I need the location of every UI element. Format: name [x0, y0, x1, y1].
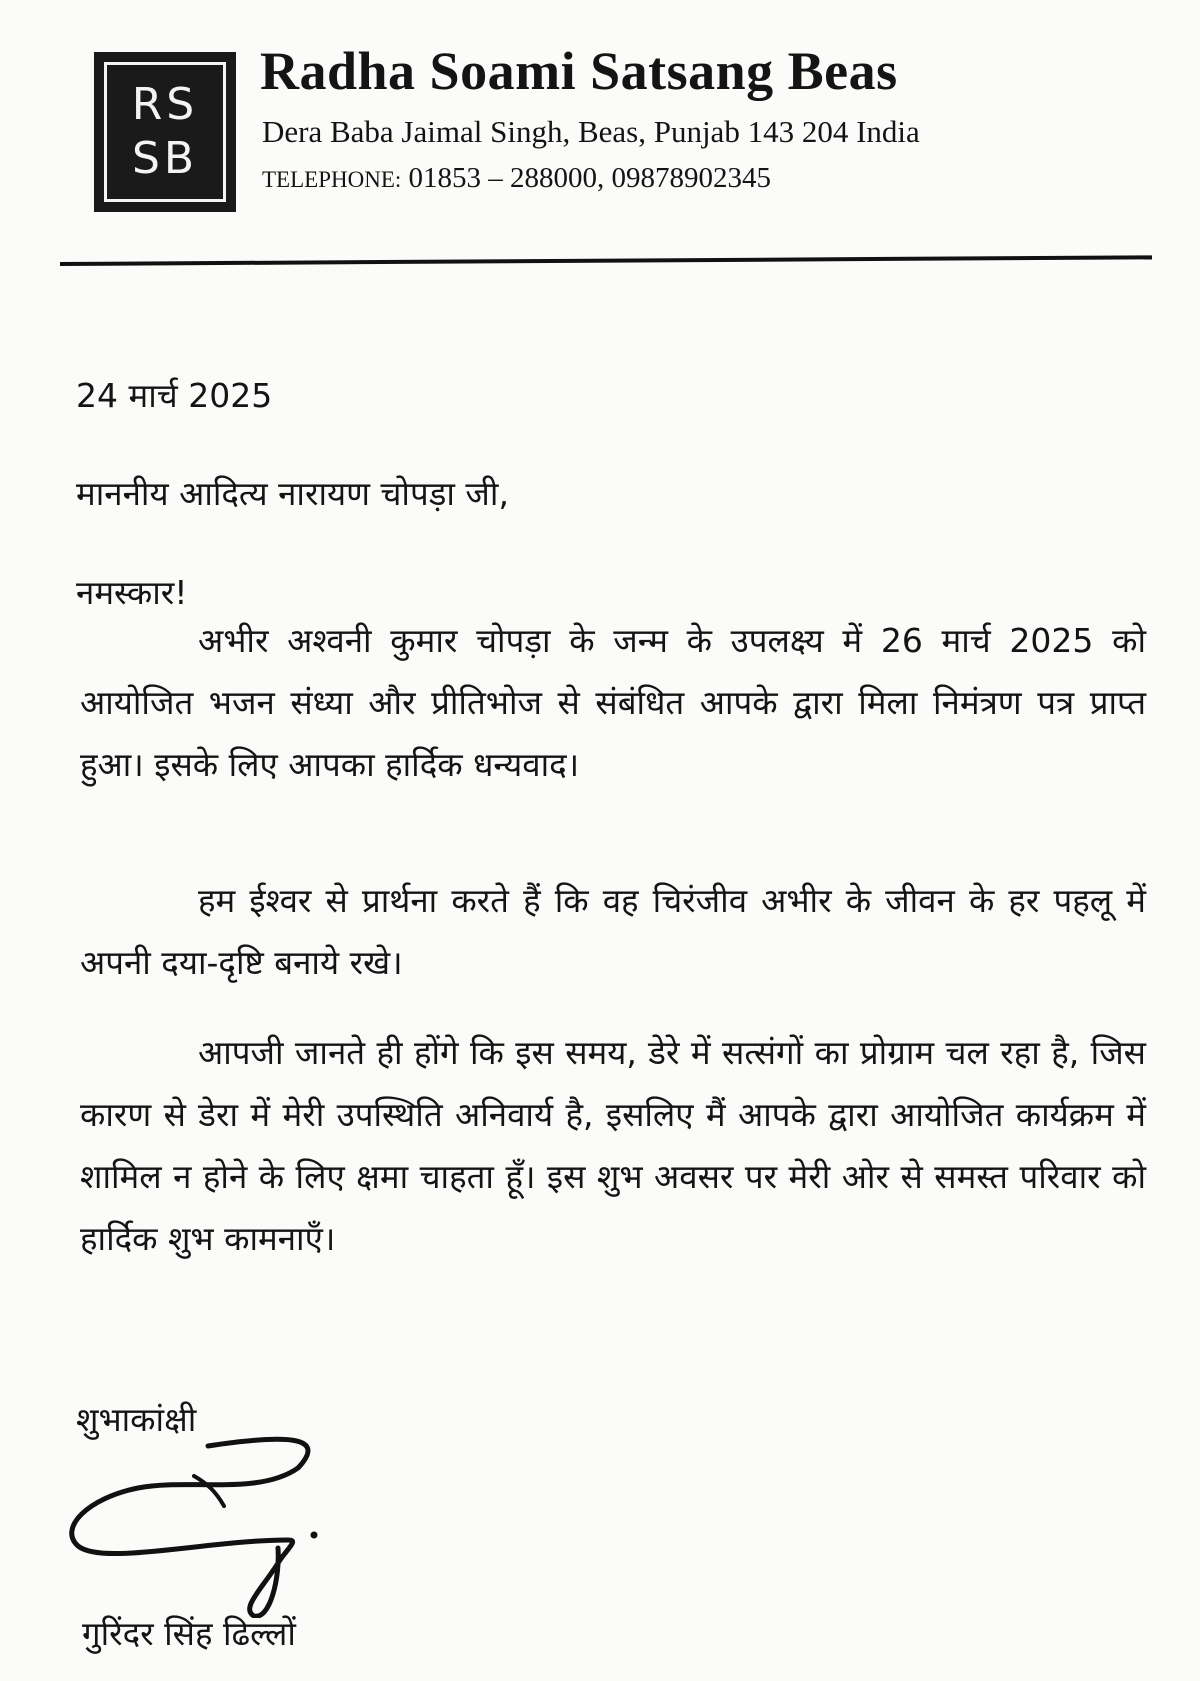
- letter-date: 24 मार्च 2025: [76, 376, 273, 415]
- phone-numbers: 01853 – 288000, 09878902345: [408, 162, 772, 194]
- rssb-logo: [94, 52, 236, 212]
- phone-label: TELEPHONE:: [262, 167, 402, 192]
- organization-phone: [262, 162, 771, 195]
- letterhead-divider: [60, 255, 1152, 266]
- signer-name: गुरिंदर सिंह ढिल्लों: [82, 1614, 296, 1653]
- greeting: नमस्कार!: [76, 573, 188, 612]
- body-paragraph-1: अभीर अश्वनी कुमार चोपड़ा के जन्म के उपलक्ष्य में 26 मार्च 2025 को आयोजित भजन संध्या और प्रीतिभोज से संबंधित आपके द्वारा मिला निमंत्रण पत्र प्राप्त हुआ। इसके लिए आपका हार्दिक धन्यवाद।: [80, 621, 1146, 784]
- organization-address: Dera Baba Jaimal Singh, Beas, Punjab 143 204 India: [262, 114, 920, 149]
- body-paragraph-3: आपजी जानते ही होंगे कि इस समय, डेरे में सत्संगों का प्रोग्राम चल रहा है, जिस कारण से डेरा में मेरी उपस्थिति अनिवार्य है, इसलिए मैं आपके द्वारा आयोजित कार्यक्रम में शामिल न होने के लिए क्षमा चाहता हूँ। इस शुभ अवसर पर मेरी ओर से समस्त परिवार को हार्दिक शुभ कामनाएँ।: [80, 1033, 1146, 1258]
- logo-text-top: RS: [131, 79, 199, 130]
- handwritten-signature: [58, 1428, 358, 1618]
- closing: शुभाकांक्षी: [76, 1400, 197, 1439]
- salutation: माननीय आदित्य नारायण चोपड़ा जी,: [76, 474, 509, 513]
- logo-frame: [104, 62, 226, 202]
- body-paragraph-2: हम ईश्वर से प्रार्थना करते हैं कि वह चिरंजीव अभीर के जीवन के हर पहलू में अपनी दया-दृष्टि बनाये रखे।: [80, 881, 1146, 982]
- logo-text-bottom: SB: [131, 133, 199, 184]
- organization-name: Radha Soami Satsang Beas: [260, 41, 898, 101]
